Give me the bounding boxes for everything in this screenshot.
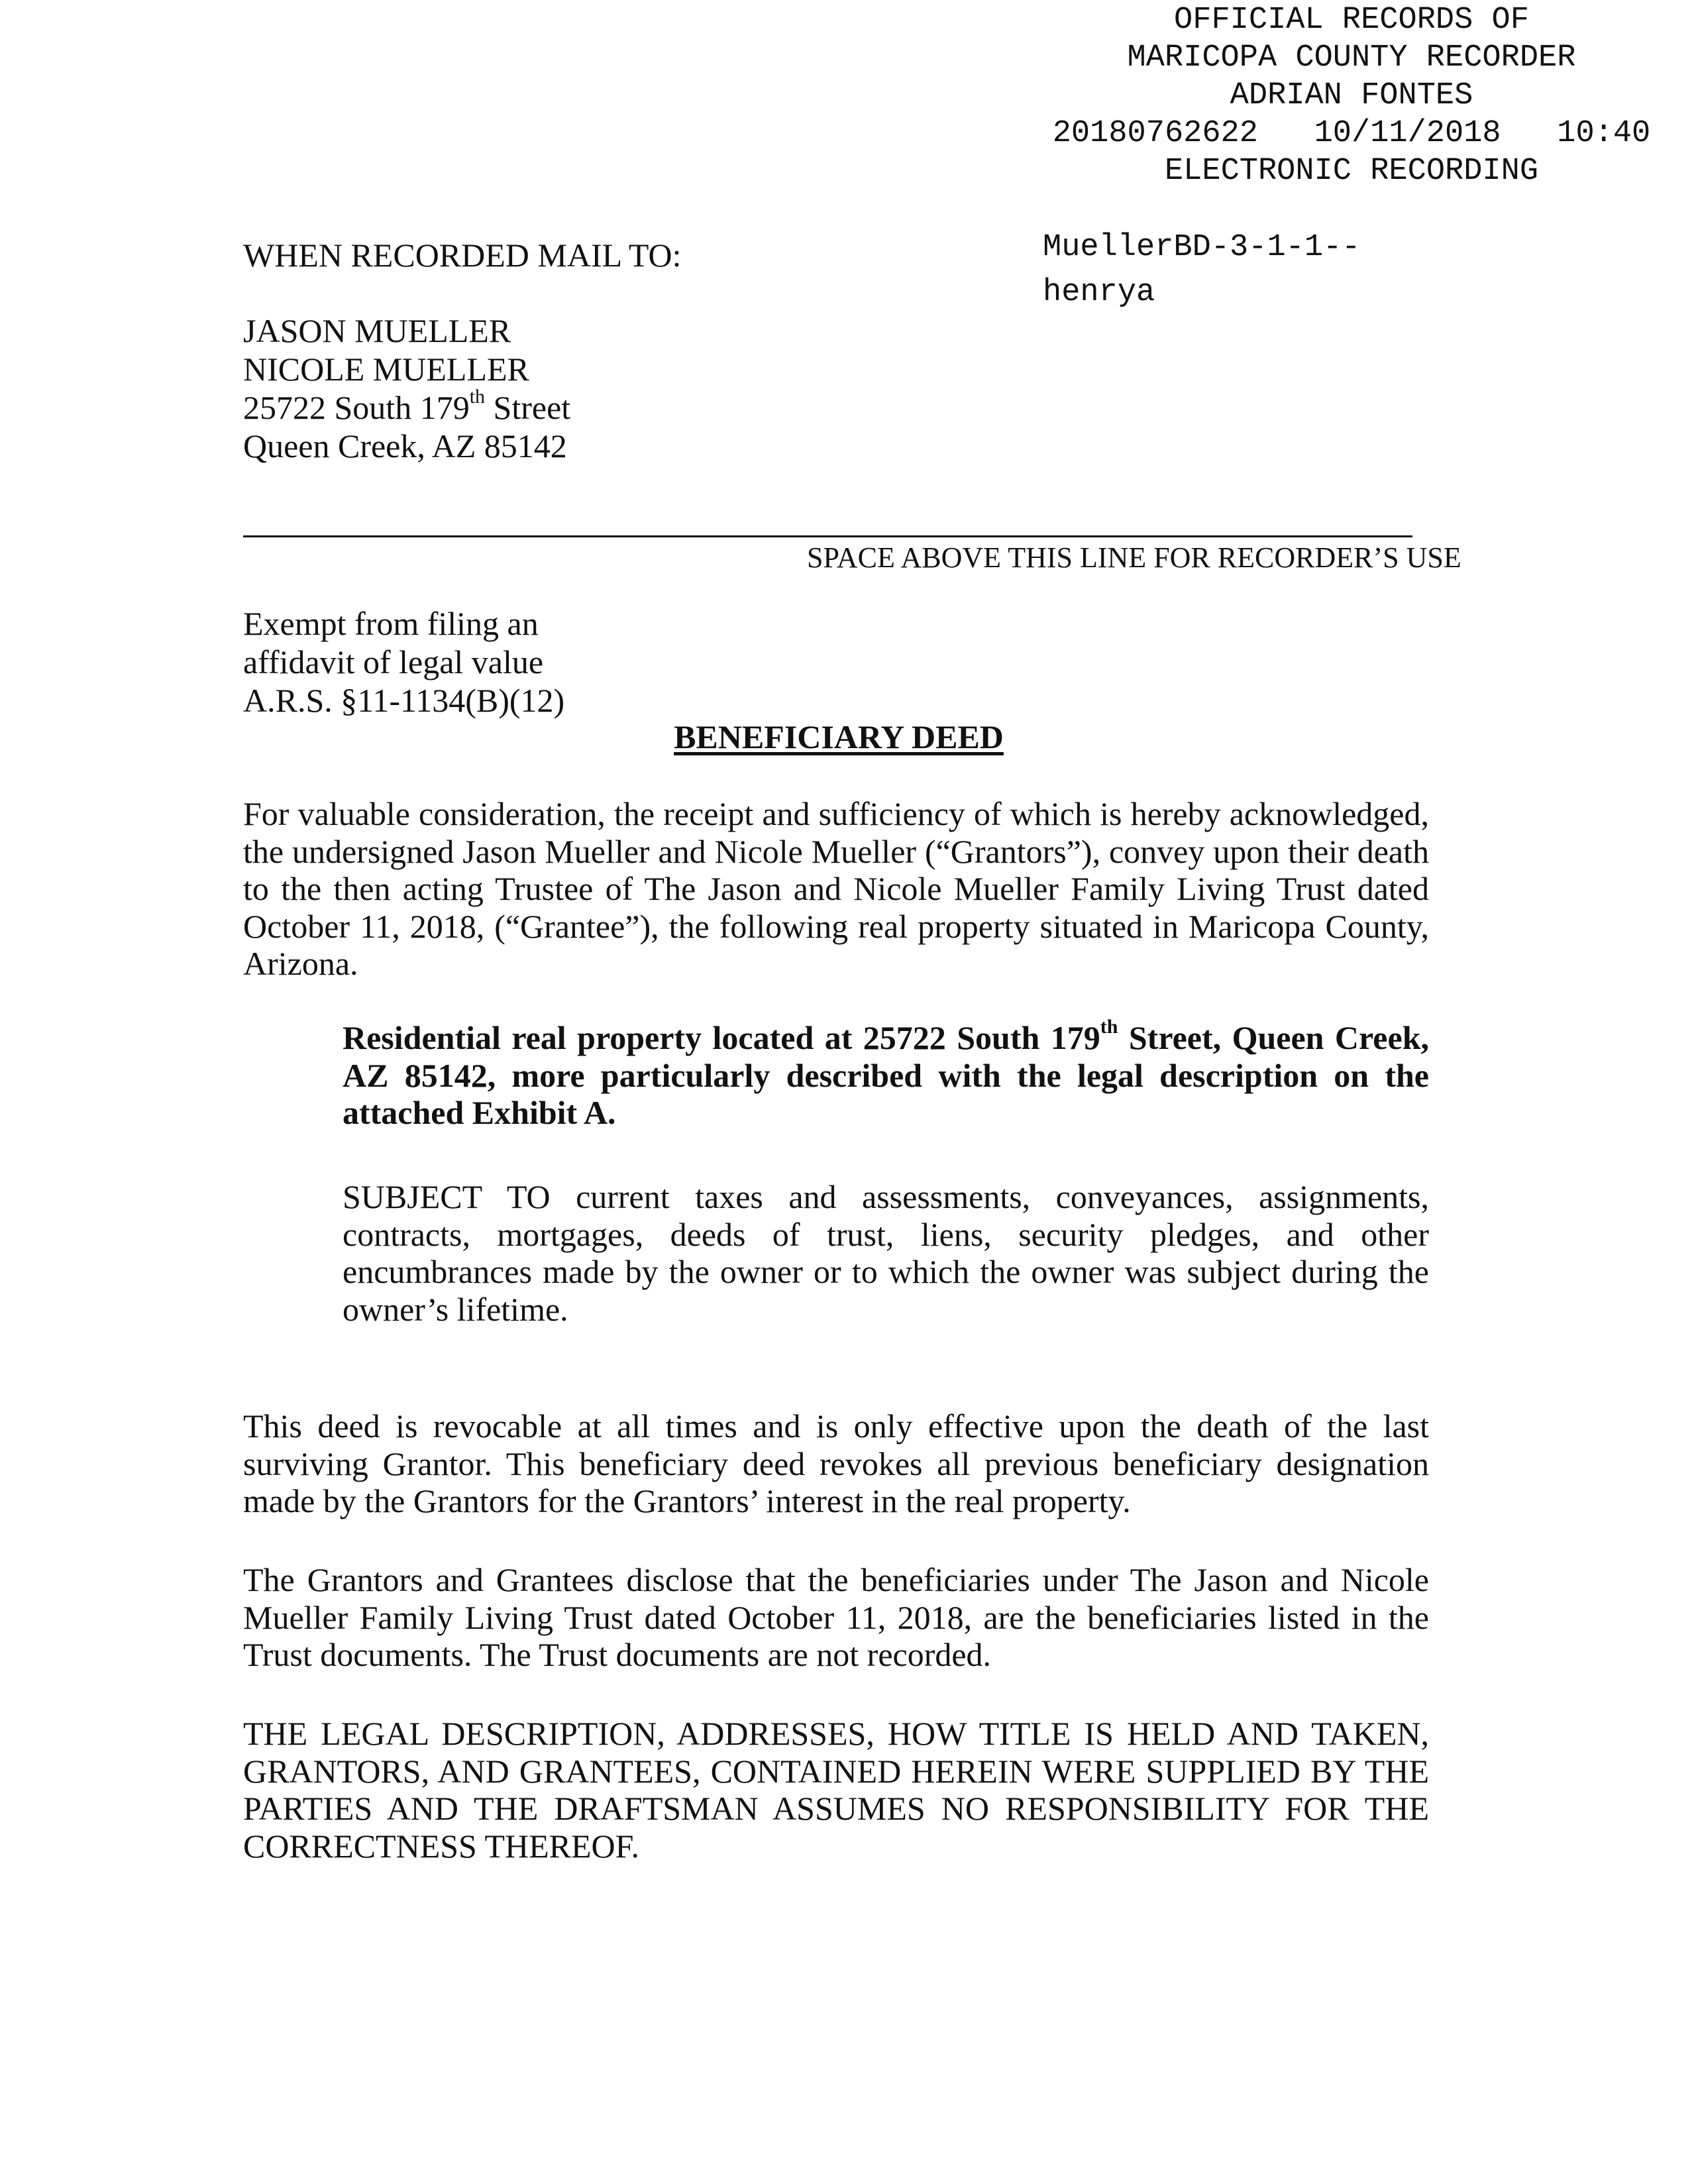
recorder-divider-line (243, 535, 1412, 537)
mail-to-address (243, 311, 570, 465)
recorder-use-note: SPACE ABOVE THIS LINE FOR RECORDER’S USE (807, 541, 1461, 574)
draftsman-disclaimer: THE LEGAL DESCRIPTION, ADDRESSES, HOW TITLE IS HELD AND TAKEN, GRANTORS, AND GRANTEES, CONTAINED HEREIN WERE SUPPLIED BY THE PARTIES AND THE DRAFTSMAN ASSUMES NO RESPONSIBILITY FOR THE CORRECTNESS THEREOF. (243, 1715, 1429, 1865)
conveyance-paragraph: For valuable consideration, the receipt and sufficiency of which is hereby acknowledged, the undersigned Jason Mueller and Nicole Mueller (“Grantors”), convey upon their death to the then acting Trustee of The Jason and Nicole Mueller Family Living Trust dated October 11, 2018, (“Grantee”), the following real property situated in Maricopa County, Arizona. (243, 795, 1429, 982)
document-reference (1043, 225, 1360, 315)
exemption-line: affidavit of legal value (243, 643, 544, 681)
document-title-text: BENEFICIARY DEED (674, 718, 1004, 755)
addressee-name: NICOLE MUELLER (243, 351, 529, 388)
revocability-paragraph: This deed is revocable at all times and is only effective upon the death of the last surviving Grantor. This beneficiary deed revokes all previous beneficiary designation made by the Grantors for the Grantors’ interest in the real property. (243, 1407, 1429, 1519)
city-state-zip: Queen Creek, AZ 85142 (243, 427, 567, 464)
document-title (0, 717, 1670, 757)
street-suffix: Street (485, 389, 571, 426)
subject-to-paragraph: SUBJECT TO current taxes and assessments, conveyances, assignments, contracts, mortgages, deeds of trust, liens, security pledges, and other encumbrances made by the owner or to which the owner was subject during the owner’s lifetime. (343, 1178, 1429, 1328)
exemption-statute: A.R.S. §11-1134(B)(12) (243, 682, 565, 719)
street-ordinal: th (469, 386, 486, 408)
document-reference-line: MuellerBD-3-1-1-- (1043, 230, 1361, 265)
addressee-name: JASON MUELLER (243, 312, 511, 349)
recording-stamp-line: MARICOPA COUNTY RECORDER (1127, 40, 1576, 76)
street-number: 25722 South 179 (243, 389, 470, 426)
recording-stamp (1034, 1, 1670, 190)
exemption-line: Exempt from filing an (243, 605, 539, 642)
street-address (243, 388, 570, 427)
property-ordinal: th (1100, 1016, 1118, 1038)
recording-stamp-line: ELECTRONIC RECORDING (1164, 154, 1539, 189)
recording-number-date-time: 20180762622 10/11/2018 10:40 (1052, 116, 1651, 151)
property-description-text: Residential real property located at 25722 South 179 (343, 1019, 1100, 1056)
document-reference-line: henrya (1043, 275, 1155, 310)
property-description-text: Street, Queen Creek, AZ 85142, more particularly described with the legal description on the attached Exhibit A. (343, 1019, 1429, 1131)
mail-to-heading: WHEN RECORDED MAIL TO: (243, 237, 682, 274)
recording-stamp-line: OFFICIAL RECORDS OF (1174, 3, 1529, 38)
exemption-note (243, 604, 564, 720)
property-description (343, 1016, 1429, 1132)
recording-stamp-line: ADRIAN FONTES (1230, 78, 1473, 113)
beneficiary-disclosure-paragraph: The Grantors and Grantees disclose that the beneficiaries under The Jason and Nicole Mueller Family Living Trust dated October 11, 2018, are the beneficiaries listed in the Trust documents. The Trust documents are not recorded. (243, 1561, 1429, 1673)
